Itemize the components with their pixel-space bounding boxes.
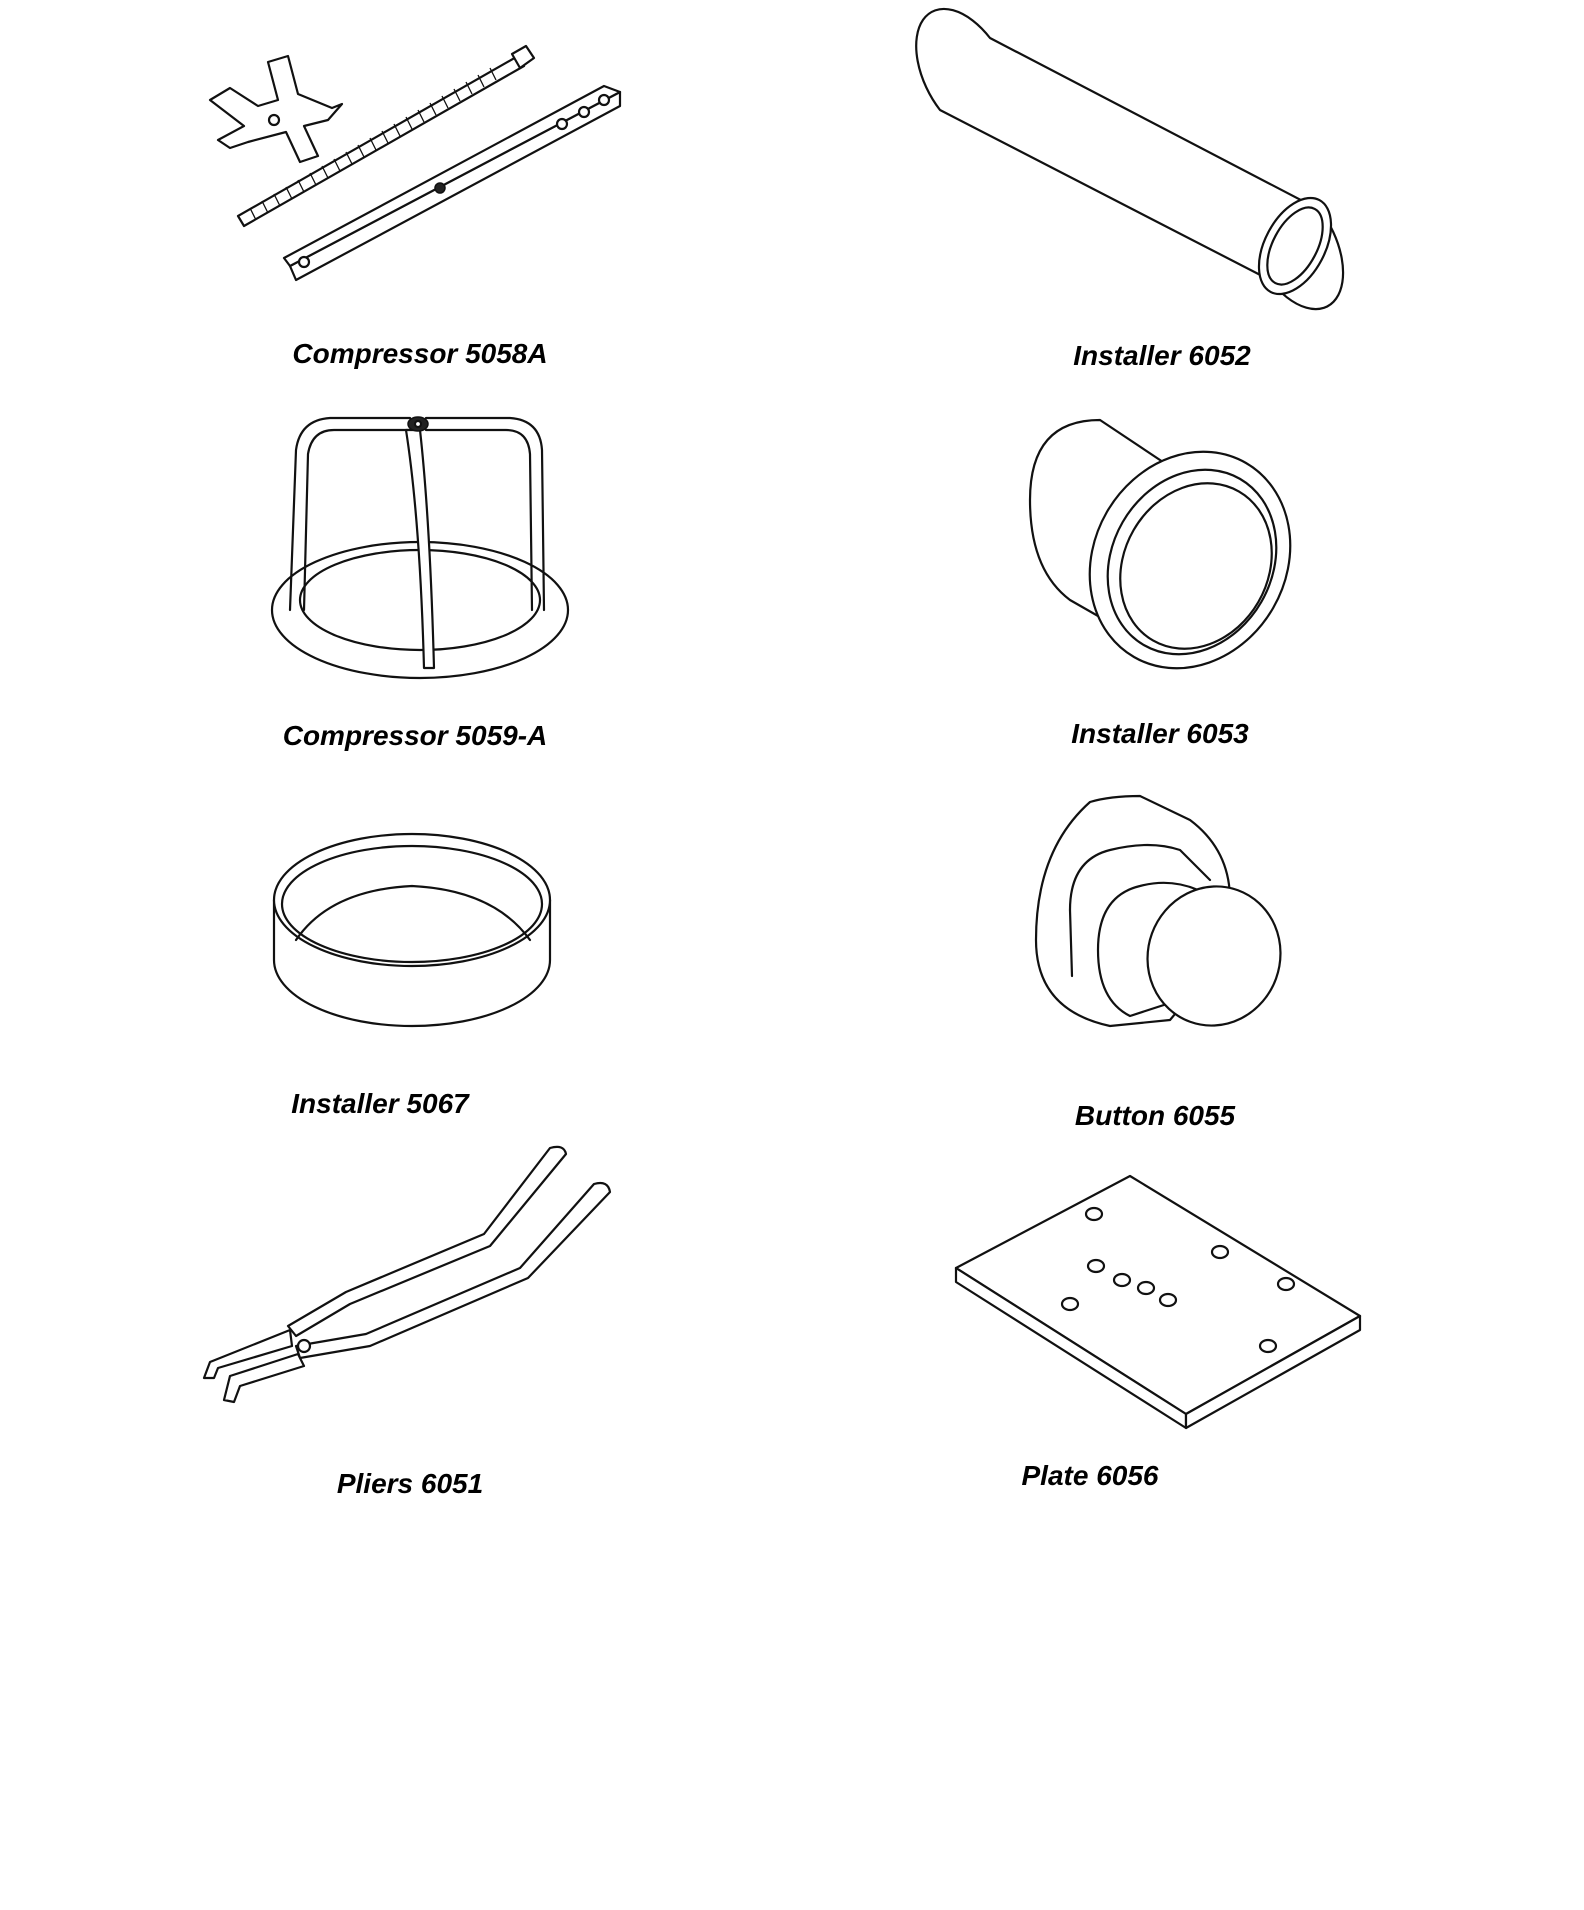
tool-caption: Installer 6052 xyxy=(1073,340,1251,371)
tool-plate-6056 xyxy=(950,1170,1370,1510)
plate-6056-icon xyxy=(950,1170,1370,1430)
tool-caption: Button 6055 xyxy=(1074,1100,1236,1131)
tool-caption: Installer 6053 xyxy=(1071,718,1249,749)
tool-caption: Compressor 5059-A xyxy=(282,720,548,751)
installer-6052-icon xyxy=(930,20,1390,300)
tool-caption: Installer 5067 xyxy=(291,1088,469,1119)
tool-compressor-5059a xyxy=(270,400,570,760)
compressor-5058a-icon xyxy=(200,40,640,300)
tool-caption: Plate 6056 xyxy=(1021,1460,1159,1491)
tool-pliers-6051 xyxy=(200,1140,640,1500)
tool-caption: Pliers 6051 xyxy=(336,1468,484,1499)
compressor-5059a-icon xyxy=(270,400,570,670)
tool-installer-6053 xyxy=(1010,400,1310,760)
tool-button-6055 xyxy=(1030,790,1330,1150)
button-6055-icon xyxy=(1030,790,1330,1040)
tool-compressor-5058a xyxy=(200,40,640,380)
tool-installer-5067 xyxy=(270,790,570,1150)
tool-installer-6052 xyxy=(930,20,1390,380)
pliers-6051-icon xyxy=(200,1140,640,1430)
installer-6053-icon xyxy=(1010,400,1310,660)
installer-5067-icon xyxy=(270,790,570,1030)
tool-caption: Compressor 5058A xyxy=(292,338,548,369)
